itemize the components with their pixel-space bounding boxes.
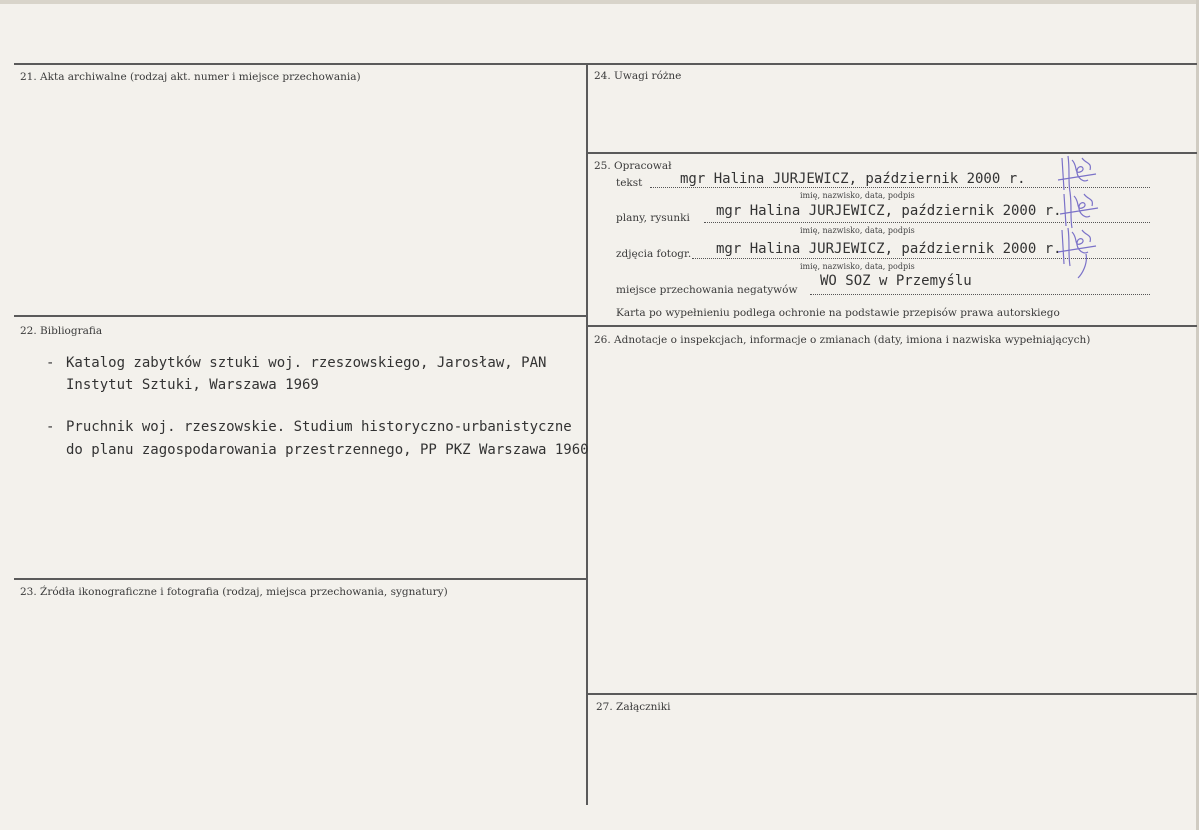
bibliography-entry-1-line-1: Katalog zabytków sztuki woj. rzeszowskiego, Jarosław, PAN bbox=[66, 355, 547, 371]
section-22-label: 22. Bibliografia bbox=[20, 325, 103, 337]
divider-26-27 bbox=[588, 693, 1197, 695]
section-25-label: 25. Opracował bbox=[594, 160, 672, 172]
bibliography-dash-2: - bbox=[46, 419, 55, 435]
negatives-underline bbox=[810, 294, 1150, 295]
divider-24-25 bbox=[588, 152, 1197, 154]
author-plans-label: plany, rysunki bbox=[616, 212, 690, 224]
divider-21-22 bbox=[14, 315, 586, 317]
author-photos-value: mgr Halina JURJEWICZ, październik 2000 r. bbox=[716, 241, 1062, 257]
author-plans-caption: imię, nazwisko, data, podpis bbox=[800, 226, 915, 235]
section-24-label: 24. Uwagi różne bbox=[594, 70, 682, 82]
author-photos-caption: imię, nazwisko, data, podpis bbox=[800, 262, 915, 271]
author-text-label: tekst bbox=[616, 177, 643, 189]
bibliography-entry-2-line-2: do planu zagospodarowania przestrzennego, PP PKZ Warszawa 1960 bbox=[66, 442, 589, 458]
section-26-label: 26. Adnotacje o inspekcjach, informacje o zmianach (daty, imiona i nazwiska wypełniających) bbox=[594, 334, 1091, 346]
copyright-note: Karta po wypełnieniu podlega ochronie na podstawie przepisów prawa autorskiego bbox=[616, 307, 1060, 319]
section-23-label: 23. Źródła ikonograficzne i fotografia (rodzaj, miejsca przechowania, sygnatury) bbox=[20, 586, 448, 598]
bibliography-dash-1: - bbox=[46, 355, 55, 371]
bibliography-entry-1-line-2: Instytut Sztuki, Warszawa 1969 bbox=[66, 377, 319, 393]
negatives-value: WO SOZ w Przemyślu bbox=[820, 273, 972, 289]
section-21-label: 21. Akta archiwalne (rodzaj akt. numer i miejsce przechowania) bbox=[20, 71, 361, 83]
author-text-caption: imię, nazwisko, data, podpis bbox=[800, 191, 915, 200]
divider-22-23 bbox=[14, 578, 586, 580]
card-top-edge bbox=[0, 0, 1199, 4]
divider-25-26 bbox=[588, 325, 1197, 327]
author-plans-value: mgr Halina JURJEWICZ, październik 2000 r. bbox=[716, 203, 1062, 219]
negatives-label: miejsce przechowania negatywów bbox=[616, 284, 798, 296]
author-text-value: mgr Halina JURJEWICZ, październik 2000 r. bbox=[680, 171, 1026, 187]
bibliography-entry-2-line-1: Pruchnik woj. rzeszowskie. Studium historyczno-urbanistyczne bbox=[66, 419, 572, 435]
divider-top bbox=[14, 63, 1197, 65]
section-27-label: 27. Załączniki bbox=[596, 701, 671, 713]
signature-3 bbox=[1052, 224, 1102, 280]
author-photos-label: zdjęcia fotogr. bbox=[616, 248, 692, 260]
